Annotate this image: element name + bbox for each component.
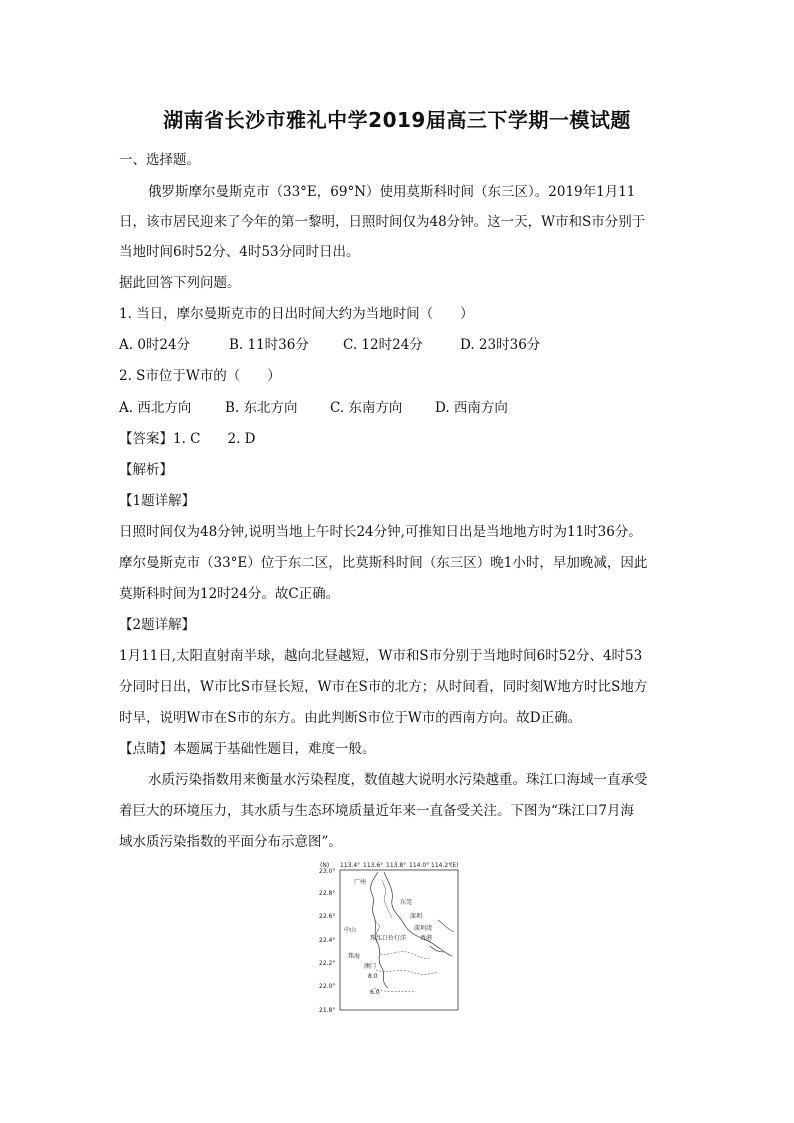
lat-tick-label: 22.6° bbox=[319, 913, 336, 920]
place-label: 珠江口 bbox=[370, 935, 389, 942]
place-label: 澳门 bbox=[364, 963, 377, 970]
question-1-option-a: A. 0时24分 bbox=[119, 337, 191, 353]
passage2-line: 域水质污染指数的平面分布示意图”。 bbox=[119, 834, 342, 850]
lon-unit-label: (N) bbox=[320, 862, 330, 869]
lat-tick-label: 22.8° bbox=[319, 890, 336, 897]
passage2-line: 着巨大的环境压力，其水质与生态环境质量近年来一直备受关注。下图为“珠江口7月海 bbox=[119, 803, 634, 819]
detail-2-line: 1月11日,太阳直射南半球，越向北昼越短，W市和S市分别于当地时间6时52分、4时53 bbox=[119, 648, 643, 664]
contour-line bbox=[380, 952, 430, 959]
contour-value-label: 6.0 bbox=[370, 989, 380, 996]
question-2-option-d: D. 西南方向 bbox=[435, 400, 508, 416]
place-label: 香港 bbox=[420, 935, 433, 942]
detail-2-label: 【2题详解】 bbox=[119, 617, 196, 633]
question-1-option-b: B. 11时36分 bbox=[229, 337, 309, 353]
detail-2-line: 时早，说明W市在S市的东方。由此判断S市位于W市的西南方向。故D正确。 bbox=[119, 710, 582, 726]
contour-value-label: 8.0 bbox=[368, 973, 378, 980]
contour-line bbox=[376, 970, 438, 974]
page-title: 湖南省长沙市雅礼中学2019届高三下学期一模试题 bbox=[163, 108, 631, 132]
place-label: 深圳湾 bbox=[414, 925, 433, 932]
detail-1-line: 摩尔曼斯克市（33°E）位于东二区，比莫斯科时间（东三区）晚1小时，早加晚减，因此 bbox=[119, 555, 648, 571]
map-figure bbox=[318, 860, 462, 1016]
lat-tick-label: 22.4° bbox=[319, 937, 336, 944]
detail-2-line: 分同时日出，W市比S市昼长短，W市在S市的北方；从时间看，同时刻W地方时比S地方 bbox=[119, 679, 648, 695]
question-1-option-c: C. 12时24分 bbox=[343, 337, 423, 353]
lat-tick-label: 22.0° bbox=[319, 983, 336, 990]
place-label: 广州 bbox=[354, 879, 367, 886]
lat-tick-label: 23.0° bbox=[319, 868, 336, 875]
passage1-line: 俄罗斯摩尔曼斯克市（33°E，69°N）使用莫斯科时间（东三区）。2019年1月11 bbox=[148, 184, 636, 200]
lon-tick-label: 113.4° bbox=[340, 862, 361, 869]
passage1-line: 当地时间6时52分、4时53分同时日出。 bbox=[119, 244, 360, 260]
passage1-line: 日，该市居民迎来了今年的第一黎明，日照时间仅为48分钟。这一天，W市和S市分别于 bbox=[119, 214, 646, 230]
lon-tick-label: 114.0° bbox=[409, 862, 430, 869]
question-2-option-a: A. 西北方向 bbox=[119, 400, 192, 416]
detail-1-line: 莫斯科时间为12时24分。故C正确。 bbox=[119, 586, 340, 602]
lat-tick-label: 22.2° bbox=[319, 960, 336, 967]
place-label: 珠海 bbox=[348, 953, 361, 960]
west-coastline bbox=[371, 872, 388, 988]
place-label: 中山 bbox=[344, 927, 357, 934]
lon-unit-e-label: (E) bbox=[450, 862, 459, 869]
detail-1-line: 日照时间仅为48分钟,说明当地上午时长24分钟,可推知日出是当地地方时为11时36分。 bbox=[119, 524, 642, 540]
instruction-line: 据此回答下列问题。 bbox=[119, 275, 241, 291]
place-label: 深圳 bbox=[410, 913, 423, 920]
detail-1-label: 【1题详解】 bbox=[119, 493, 196, 509]
passage2-line: 水质污染指数用来衡量水污染程度，数值越大说明水污染越重。珠江口海域一直承受 bbox=[148, 772, 648, 788]
lon-tick-label: 113.6° bbox=[363, 862, 384, 869]
lon-tick-label: 113.8° bbox=[386, 862, 407, 869]
question-1-option-d: D. 23时36分 bbox=[460, 337, 541, 353]
lat-tick-label: 21.8° bbox=[319, 1007, 336, 1014]
contour-line bbox=[374, 988, 416, 992]
hong-kong-coast bbox=[438, 920, 454, 932]
question-2-option-b: B. 东北方向 bbox=[225, 400, 298, 416]
place-label: 伶仃洋 bbox=[388, 935, 407, 942]
analysis-label: 【解析】 bbox=[119, 462, 173, 478]
question-2-option-c: C. 东南方向 bbox=[330, 400, 403, 416]
section-heading: 一、选择题。 bbox=[119, 152, 200, 168]
question-2-stem: 2. S市位于W市的（ ） bbox=[119, 368, 281, 384]
place-label: 东莞 bbox=[400, 899, 413, 906]
river-channel bbox=[382, 880, 392, 918]
comment-line: 【点睛】本题属于基础性题目，难度一般。 bbox=[119, 741, 376, 757]
pearl-river-estuary-map bbox=[318, 860, 462, 1016]
answer-line: 【答案】1. C 2. D bbox=[119, 431, 256, 447]
lon-tick-label: 114.2° bbox=[431, 862, 452, 869]
question-1-stem: 1. 当日，摩尔曼斯克市的日出时间大约为当地时间（ ） bbox=[119, 306, 474, 322]
